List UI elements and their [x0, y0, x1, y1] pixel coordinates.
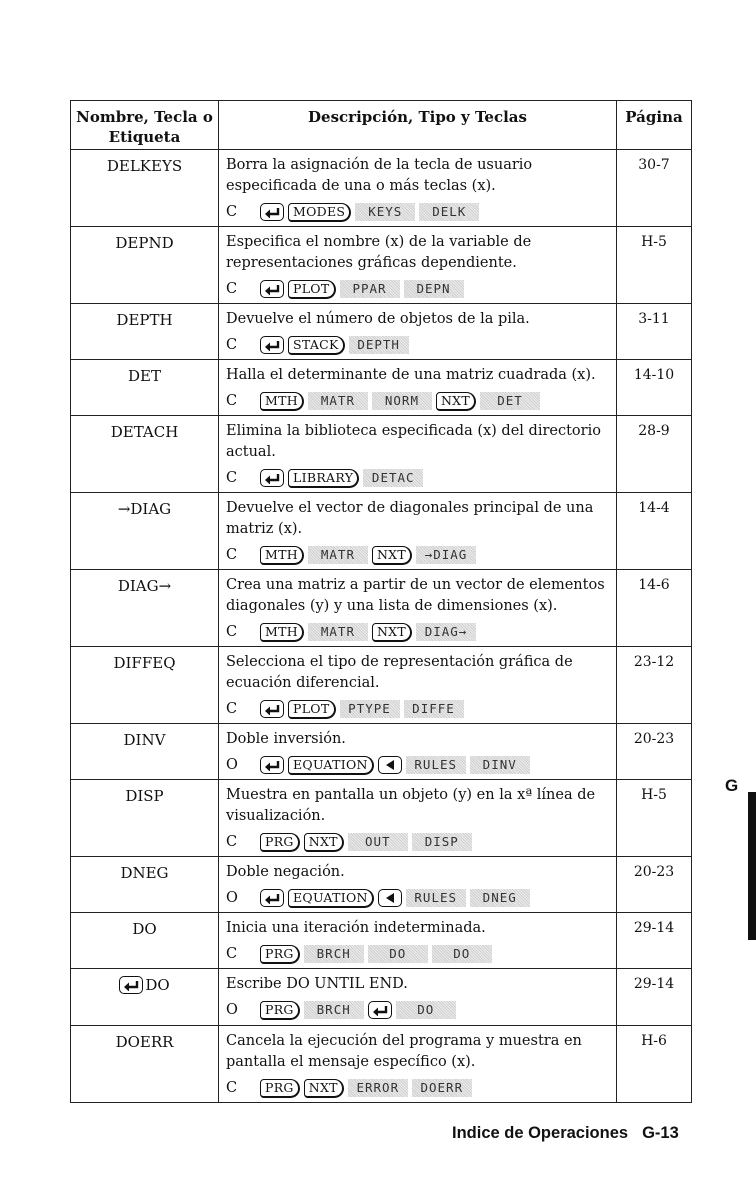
operation-name: DISP: [71, 780, 219, 857]
menu-softkey: RULES: [406, 889, 466, 907]
operation-description: Doble negación.: [226, 864, 345, 880]
operation-description-cell: [219, 724, 617, 780]
operation-description: Doble inversión.: [226, 731, 346, 747]
keyboard-key: MTH: [260, 546, 304, 565]
menu-softkey: DEPTH: [349, 336, 409, 354]
operation-page: 14-4: [617, 493, 692, 570]
shift-left-icon: [260, 889, 284, 907]
key-sequence: [226, 1077, 610, 1099]
menu-softkey: MATR: [308, 546, 368, 564]
keyboard-key: PRG: [260, 945, 300, 964]
operation-description-cell: [219, 780, 617, 857]
header-name: Nombre, Tecla o Etiqueta: [71, 101, 219, 150]
operation-description-cell: [219, 416, 617, 493]
operation-description: Elimina la biblioteca especificada (x) del directorio actual.: [226, 423, 601, 460]
shift-left-icon: [260, 756, 284, 774]
shift-left-icon: [260, 469, 284, 487]
operation-name: DNEG: [71, 857, 219, 913]
operation-description: Inicia una iteración indeterminada.: [226, 920, 486, 936]
operation-page: 20-23: [617, 857, 692, 913]
key-sequence: [226, 467, 610, 489]
operation-description-cell: [219, 647, 617, 724]
operation-name: DEPTH: [71, 304, 219, 360]
operation-type: C: [226, 336, 238, 353]
menu-softkey: →DIAG: [416, 546, 476, 564]
menu-softkey: DETAC: [363, 469, 423, 487]
table-row: [71, 969, 692, 1026]
operation-page: H-5: [617, 780, 692, 857]
footer-page-number: G-13: [642, 1124, 679, 1142]
menu-softkey: NORM: [372, 392, 432, 410]
table-row: [71, 360, 692, 416]
operation-page: 3-11: [617, 304, 692, 360]
key-sequence: [226, 887, 610, 909]
operation-type: O: [226, 889, 238, 906]
menu-softkey: DET: [480, 392, 540, 410]
operation-type: C: [226, 1079, 238, 1096]
operation-description: Borra la asignación de la tecla de usuario especificada de una o más teclas (x).: [226, 157, 533, 194]
menu-softkey: KEYS: [355, 203, 415, 221]
key-sequence: [226, 831, 610, 853]
table-row: [71, 1026, 692, 1103]
operation-page: 23-12: [617, 647, 692, 724]
operation-type: C: [226, 469, 238, 486]
operation-type: O: [226, 1001, 238, 1018]
operation-description-cell: [219, 1026, 617, 1103]
table-row: [71, 227, 692, 304]
menu-softkey: PTYPE: [340, 700, 400, 718]
operation-description: Selecciona el tipo de representación gráfica de ecuación diferencial.: [226, 654, 573, 691]
menu-softkey: BRCH: [304, 945, 364, 963]
keyboard-key: NXT: [372, 546, 412, 565]
operation-name: DO: [71, 913, 219, 969]
keyboard-key: MTH: [260, 623, 304, 642]
operation-name: DIAG→: [71, 570, 219, 647]
menu-softkey: DO: [396, 1001, 456, 1019]
operation-name: [71, 969, 219, 1026]
operation-page: 20-23: [617, 724, 692, 780]
operation-description: Devuelve el vector de diagonales principal de una matriz (x).: [226, 500, 594, 537]
table-row: [71, 647, 692, 724]
keyboard-key: PLOT: [288, 700, 336, 719]
menu-softkey: OUT: [348, 833, 408, 851]
key-sequence: [226, 278, 610, 300]
operation-description-cell: [219, 360, 617, 416]
menu-softkey: DO: [368, 945, 428, 963]
table-row: [71, 570, 692, 647]
shift-left-icon: [260, 280, 284, 298]
left-arrow-key-icon: [378, 756, 402, 774]
operation-description-cell: [219, 227, 617, 304]
operation-description: Cancela la ejecución del programa y muestra en pantalla el mensaje específico (x).: [226, 1033, 582, 1070]
table-row: [71, 913, 692, 969]
operation-name: →DIAG: [71, 493, 219, 570]
table-row: [71, 304, 692, 360]
menu-softkey: DOERR: [412, 1079, 472, 1097]
keyboard-key: STACK: [288, 336, 345, 355]
menu-softkey: DELK: [419, 203, 479, 221]
key-sequence: [226, 201, 610, 223]
operation-description: Crea una matriz a partir de un vector de elementos diagonales (y) y una lista de dimensiones (x).: [226, 577, 605, 614]
left-arrow-key-icon: [378, 889, 402, 907]
keyboard-key: NXT: [436, 392, 476, 411]
key-sequence: [226, 544, 610, 566]
operation-name: DOERR: [71, 1026, 219, 1103]
header-description: Descripción, Tipo y Teclas: [219, 101, 617, 150]
operation-description: Especifica el nombre (x) de la variable de representaciones gráficas dependiente.: [226, 234, 532, 271]
table-row: [71, 857, 692, 913]
key-sequence: [226, 621, 610, 643]
shift-left-icon: [119, 976, 143, 994]
table-header-row: [71, 101, 692, 150]
operation-page: 28-9: [617, 416, 692, 493]
key-sequence: [226, 999, 610, 1021]
operation-name: DIFFEQ: [71, 647, 219, 724]
keyboard-key: MTH: [260, 392, 304, 411]
key-sequence: [226, 698, 610, 720]
operation-description-cell: [219, 304, 617, 360]
operation-page: 29-14: [617, 969, 692, 1026]
operation-type: C: [226, 392, 238, 409]
page-footer: [452, 1124, 679, 1143]
menu-softkey: DIAG→: [416, 623, 476, 641]
operation-description-cell: [219, 570, 617, 647]
operation-name: DELKEYS: [71, 150, 219, 227]
section-tab-marker: [748, 792, 756, 940]
header-page: Página: [617, 101, 692, 150]
footer-title: Indice de Operaciones: [452, 1124, 629, 1142]
menu-softkey: MATR: [308, 623, 368, 641]
operation-type: C: [226, 623, 238, 640]
keyboard-key: EQUATION: [288, 889, 374, 908]
menu-softkey: RULES: [406, 756, 466, 774]
operation-name-text: DO: [145, 976, 170, 994]
menu-softkey: DIFFE: [404, 700, 464, 718]
operation-type: O: [226, 756, 238, 773]
shift-left-icon: [260, 203, 284, 221]
menu-softkey: DO: [432, 945, 492, 963]
operation-description-cell: [219, 150, 617, 227]
operation-name: DEPND: [71, 227, 219, 304]
shift-left-icon: [260, 700, 284, 718]
operation-description: Devuelve el número de objetos de la pila.: [226, 311, 530, 327]
operation-name: DET: [71, 360, 219, 416]
keyboard-key: LIBRARY: [288, 469, 359, 488]
menu-softkey: DNEG: [470, 889, 530, 907]
operation-description: Muestra en pantalla un objeto (y) en la xª línea de visualización.: [226, 787, 596, 824]
operation-type: C: [226, 945, 238, 962]
section-letter: G: [725, 776, 739, 795]
menu-softkey: PPAR: [340, 280, 400, 298]
operations-table: [70, 100, 692, 1103]
keyboard-key: PRG: [260, 1079, 300, 1098]
key-sequence: [226, 754, 610, 776]
menu-softkey: DINV: [470, 756, 530, 774]
table-row: [71, 150, 692, 227]
keyboard-key: EQUATION: [288, 756, 374, 775]
operation-name: DINV: [71, 724, 219, 780]
table-row: [71, 780, 692, 857]
key-sequence: [226, 943, 610, 965]
menu-softkey: MATR: [308, 392, 368, 410]
operation-description: Escribe DO UNTIL END.: [226, 976, 408, 992]
operation-type: C: [226, 700, 238, 717]
operation-page: 30-7: [617, 150, 692, 227]
menu-softkey: DISP: [412, 833, 472, 851]
keyboard-key: PLOT: [288, 280, 336, 299]
operation-page: H-6: [617, 1026, 692, 1103]
key-sequence: [226, 390, 610, 412]
operation-description-cell: [219, 913, 617, 969]
operation-type: C: [226, 546, 238, 563]
keyboard-key: NXT: [304, 833, 344, 852]
keyboard-key: NXT: [372, 623, 412, 642]
shift-left-icon: [368, 1001, 392, 1019]
operation-page: H-5: [617, 227, 692, 304]
operation-description-cell: [219, 857, 617, 913]
operation-description: Halla el determinante de una matriz cuadrada (x).: [226, 367, 596, 383]
menu-softkey: BRCH: [304, 1001, 364, 1019]
operation-description-cell: [219, 969, 617, 1026]
shift-left-icon: [260, 336, 284, 354]
keyboard-key: PRG: [260, 833, 300, 852]
operation-type: C: [226, 280, 238, 297]
operation-description-cell: [219, 493, 617, 570]
menu-softkey: DEPN: [404, 280, 464, 298]
operation-type: C: [226, 203, 238, 220]
keyboard-key: PRG: [260, 1001, 300, 1020]
operation-type: C: [226, 833, 238, 850]
keyboard-key: MODES: [288, 203, 351, 222]
table-row: [71, 493, 692, 570]
operation-page: 14-6: [617, 570, 692, 647]
operation-page: 14-10: [617, 360, 692, 416]
operation-page: 29-14: [617, 913, 692, 969]
menu-softkey: ERROR: [348, 1079, 408, 1097]
table-row: [71, 724, 692, 780]
operation-name: DETACH: [71, 416, 219, 493]
keyboard-key: NXT: [304, 1079, 344, 1098]
table-row: [71, 416, 692, 493]
key-sequence: [226, 334, 610, 356]
